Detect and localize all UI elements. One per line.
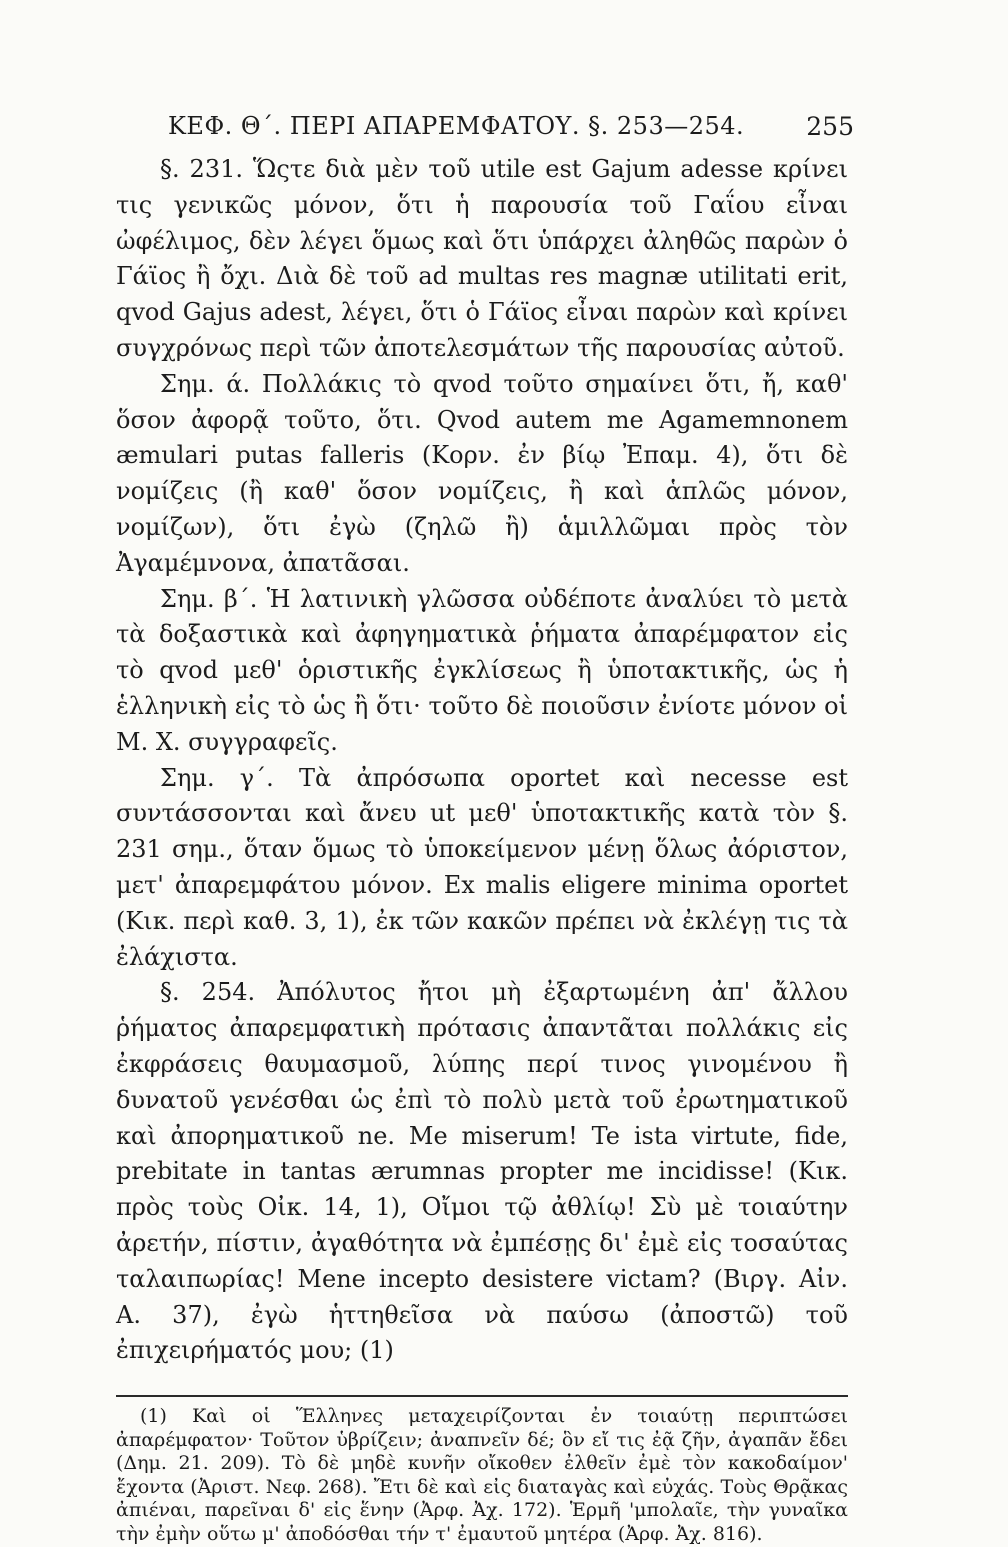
note-gamma: Σημ. γ΄. Τὰ ἀπρόσωπα oportet καὶ necesse est συντάσσονται καὶ ἄνευ ut μεθ' ὑποτακτικῆς κατὰ τὸν §. 231 σημ., ὅταν ὅμως τὸ ὑποκείμενον μένῃ ὅλως ἀόριστον, μετ' ἀπαρεμφάτου μόνον. Ex malis eligere minima oportet (Κικ. περὶ καθ. 3, 1), ἐκ τῶν κακῶν πρέπει νὰ ἐκλέγῃ τις τὰ ἐλάχιστα.	[116, 763, 848, 971]
footnote-divider	[116, 1395, 848, 1397]
footnotes	[116, 1405, 848, 1547]
footnote-1: (1) Καὶ οἱ Ἕλληνες μεταχειρίζονται ἐν τοιαύτῃ περιπτώσει ἀπαρέμφατον· Τοῦτον ὑβρίζειν; ἀναπνεῖν δέ; ὃν εἴ τις ἐᾷ ζῆν, ἀγαπᾶν ἔδει (Δημ. 21. 209). Τὸ δὲ μηδὲ κυνῆν οἴκοθεν ἐλθεῖν ἐμὲ τὸν κακοδαίμον' ἔχοντα (Ἀριστ. Νεφ. 268). Ἔτι δὲ καὶ εἰς διαταγὰς καὶ εὐχάς. Τοὺς Θρᾷκας ἀπιέναι, παρεῖναι δ' εἰς ἕνην (Ἀρφ. Ἀχ. 172). Ἑρμῆ 'μπολαῖε, τὴν γυναῖκα τὴν ἐμὴν οὕτω μ' ἀποδόσθαι τήν τ' ἐμαυτοῦ μητέρα (Ἀρφ. Ἀχ. 816).	[116, 1405, 848, 1546]
chapter-title: ΚΕΦ. Θ΄. ΠΕΡΙ ΑΠΑΡΕΜΦΑΤΟΥ. §. 253—254.	[168, 112, 745, 140]
note-alpha: Σημ. ά. Πολλάκις τὸ qvod τοῦτο σημαίνει ὅτι, ἤ, καθ' ὅσον ἀφορᾷ τοῦτο, ὅτι. Qvod autem me Agamemnonem æmulari putas falleris (Κορν. ἐν βίῳ Ἐπαμ. 4), ὅτι δὲ νομίζεις (ἢ καθ' ὅσον νομίζεις, ἢ καὶ ἁπλῶς μόνον, νομίζων), ὅτι ἐγὼ (ζηλῶ ἢ) ἁμιλλῶμαι πρὸς τὸν Ἀγαμέμνονα, ἀπατᾶσαι.	[116, 369, 848, 577]
paragraph-231: §. 231. Ὥςτε διὰ μὲν τοῦ utile est Gajum adesse κρίνει τις γενικῶς μόνον, ὅτι ἡ παρουσία τοῦ Γαΐου εἶναι ὠφέλιμος, δὲν λέγει ὅμως καὶ ὅτι ὑπάρχει ἀληθῶς παρὼν ὁ Γάϊος ἢ ὄχι. Διὰ δὲ τοῦ ad multas res magnæ utilitati erit, qvod Gajus adest, λέγει, ὅτι ὁ Γάϊος εἶναι παρὼν καὶ κρίνει συγχρόνως περὶ τῶν ἀποτελεσμάτων τῆς παρουσίας αὐτοῦ.	[116, 155, 848, 362]
page-number: 255	[806, 112, 854, 141]
note-beta: Σημ. β΄. Ἡ λατινικὴ γλῶσσα οὐδέποτε ἀναλύει τὸ μετὰ τὰ δοξαστικὰ καὶ ἀφηγηματικὰ ῥήματα ἀπαρέμφατον εἰς τὸ qvod μεθ' ὁριστικῆς ἐγκλίσεως ἢ ὑποτακτικῆς, ὡς ἡ ἑλληνικὴ εἰς τὸ ὡς ἢ ὅτι· τοῦτο δὲ ποιοῦσιν ἐνίοτε μόνον οἱ Μ. Χ. συγγραφεῖς.	[116, 584, 848, 756]
paragraph-254: §. 254. Ἀπόλυτος ἤτοι μὴ ἐξαρτωμένη ἀπ' ἄλλου ῥήματος ἀπαρεμφατικὴ πρότασις ἀπαντᾶται πολλάκις εἰς ἐκφράσεις θαυμασμοῦ, λύπης περί τινος γινομένου ἢ δυνατοῦ γενέσθαι ὡς ἐπὶ τὸ πολὺ μετὰ τοῦ ἐρωτηματικοῦ καὶ ἀπορηματικοῦ ne. Me miserum! Te ista virtute, fide, prebitate in tantas ærumnas propter me incidisse! (Κικ. πρὸς τοὺς Οἰκ. 14, 1), Οἴμοι τῷ ἀθλίῳ! Σὺ μὲ τοιαύτην ἀρετήν, πίστιν, ἀγαθότητα νὰ ἐμπέσῃς δι' ἐμὲ εἰς τοσαύτας ταλαιπωρίας! Mene incepto desistere victam? (Βιργ. Αἰν. Α. 37), ἐγὼ ἡττηθεῖσα νὰ παύσω (ἀποστῶ) τοῦ ἐπιχειρήματός μου; (1)	[116, 978, 848, 1365]
main-text	[116, 152, 848, 1369]
running-header	[168, 112, 854, 152]
